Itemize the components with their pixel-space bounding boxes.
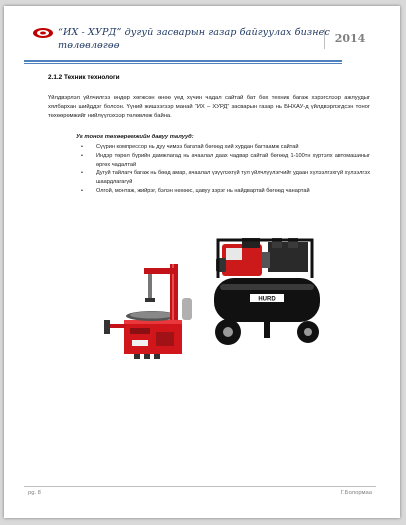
list-item-text: Индэр төрөл бүрийн дамжлагад нь ачаалал даах чадвар сайтай бөгөөд 1-100тн хүртэлх автомашиныг өргөх чадалтай xyxy=(96,152,370,168)
document-page xyxy=(4,6,400,518)
header-rule-thin xyxy=(24,63,342,64)
body-paragraph: Үйлдвэрлэл үйлчилгээ өндөр хөгжсөн өнөө үед хүчин чадал сайтай бат бөх техник багаж хэрэгслээр ажлуудыг хялбархан шийддэг болсон. Үүний жишээгээр манай “ИХ – ХУРД” засварын газар нь БНХАУ-д үйлдвэрлэгдсэн тоног төхөөрөмжийг нийлүүлэхээр төлөвлөж байна. xyxy=(48,95,370,119)
header-title: “ИХ - ХУРД” дугуй засварын газар байгуулах бизнес төлөвлөгөө xyxy=(58,27,330,51)
list-item-text: Дугуй тайлагч багаж нь бөөд амар, ачаалал үзүүлэхгүй тул үйлчлүүлэгчийг удаан хүлээлгэхгүй хүлээлгэх шаардлагагүй xyxy=(96,170,370,186)
advantages-subhead: Уг тоног төхөөрөмжийн давуу талууд: xyxy=(76,134,194,140)
list-item xyxy=(78,143,370,152)
list-item xyxy=(78,152,370,170)
bullet-icon: • xyxy=(81,144,83,150)
bullet-icon: • xyxy=(81,152,83,159)
header-year: 2014 xyxy=(324,29,375,49)
footer-rule xyxy=(24,486,376,487)
advantages-list xyxy=(78,143,370,196)
section-title: 2.1.2 Техник технологи xyxy=(48,74,120,81)
header-rule xyxy=(24,60,342,62)
hurd-logo-icon xyxy=(32,27,54,39)
page-header xyxy=(24,20,382,60)
bullet-icon: • xyxy=(81,170,83,177)
tire-changer-image xyxy=(100,258,204,366)
list-item-text: Сүүрин компрессор нь дуу чимээ багатай бөгөөд хий хурдан багтаамж сайтай xyxy=(96,144,299,150)
footer-author: Г.Болормаа xyxy=(340,490,372,496)
list-item xyxy=(78,169,370,187)
list-item xyxy=(78,187,370,196)
compressor-label: HURD xyxy=(258,296,276,303)
bullet-icon: • xyxy=(81,187,83,194)
air-compressor-image xyxy=(208,234,326,350)
list-item-text: Олгой, монтаж, жийрэг, бэлэн нөхөөс, цавуу зэрэг нь найдвартай бөгөөд чанартай xyxy=(96,187,310,194)
page-number: pg. 8 xyxy=(28,490,41,496)
